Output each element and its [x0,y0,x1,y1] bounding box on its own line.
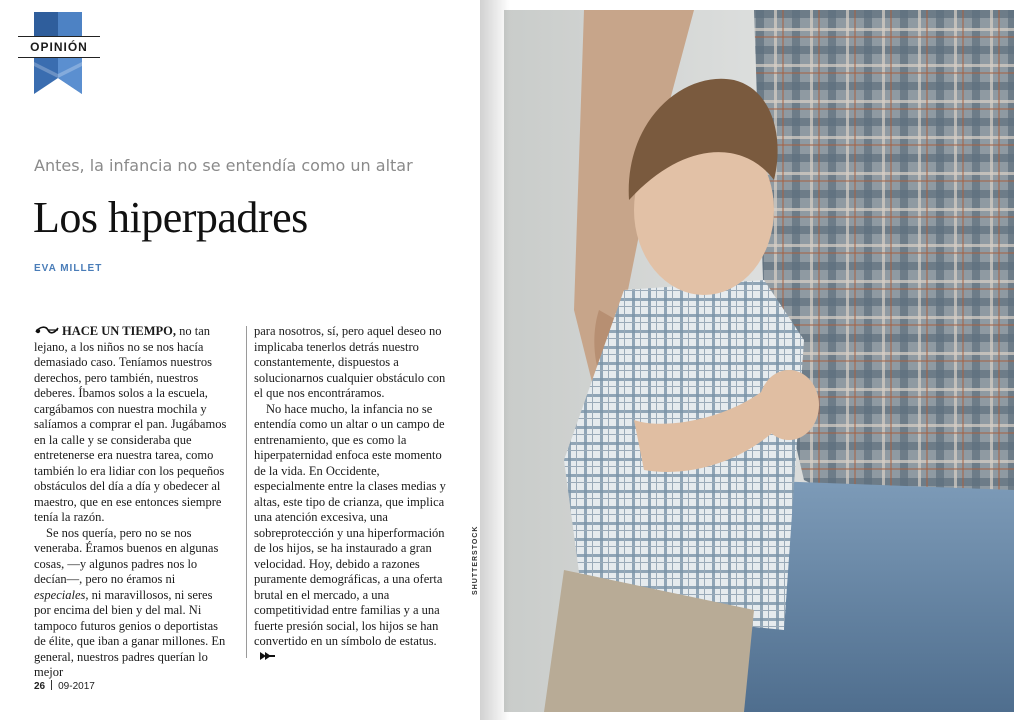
photo-credit: SHUTTERSTOCK [472,525,479,595]
photo-child-hugging-parent [504,10,1014,712]
article-title: Los hiperpadres [33,193,308,242]
fleuron-ornament-icon [34,324,60,336]
paragraph-text: , ni maravillosos, ni seres por encima del bien y del mal. Ni tampoco futuros genios o deportistas de élite, que iban a ganar millones. En general, nuestros padres querían lo mejor [34,587,226,679]
paragraph-text: Se nos quería, pero no se nos veneraba. Éramos buenos en algunas cosas, —y algunos padres nos lo decían—, pero no éramos ni [34,525,219,586]
paragraph-text: para nosotros, sí, pero aquel deseo no implicaba tenerlos detrás nuestro constantemente, dispuestos a solucionarnos cualquier obstáculo con el que nos encontráramos. [254,324,446,400]
paragraph [34,324,230,526]
article-kicker: Antes, la infancia no se entendía como un altar [34,156,413,175]
paragraph [34,526,230,681]
text-column-1 [34,324,230,681]
paragraph-text: no tan lejano, a los niños no se nos hacía demasiado caso. Teníamos nuestros derechos, pero también, nuestros deberes. Íbamos solos a la escuela, cargábamos con nuestra mochila y salíamos a comprar el pan. Jugábamos en la calle y se consideraba que entretenerse era nuestra tarea, como también lo era lidiar con los pequeños obstáculos del día a día y obedecer al maestro, que en ese entonces siempre tenía la razón. [34,324,227,524]
page-footer [34,680,95,692]
section-label: OPINIÓN [18,36,100,58]
article-body [34,324,460,679]
issue-date: 09-2017 [58,681,95,692]
right-page [490,0,1024,720]
column-divider [246,326,247,658]
end-arrow-icon [260,651,276,661]
paragraph [254,324,450,402]
emphasis-text: especiales [34,587,86,602]
paragraph [254,402,450,666]
left-page [0,0,490,720]
paragraph-text: No hace mucho, la infancia no se entendía como un altar o un campo de entrenamiento, que es como la hiperpaternidad enfoca este momento de la vida. En Occidente, especialmente entre la clases medias y altas, este tipo de crianza, que implica una atención excesiva, una sobreprotección y una hiperformación de los hijos, se ha instaurado a gran velocidad. Hoy, debido a razones puramente demográficas, a una oferta brutal en el mercado, a una competitividad entre familias y a una fuerte presión social, los hijos se han convertido en un símbolo de estatus. [254,401,446,648]
gutter-shadow [480,0,510,720]
article-author: EVA MILLET [34,263,103,274]
article-photo [504,10,1014,712]
footer-divider [51,680,52,690]
text-column-2 [254,324,450,665]
page-number: 26 [34,681,46,692]
lead-in-caps: HACE UN TIEMPO, [62,324,177,338]
